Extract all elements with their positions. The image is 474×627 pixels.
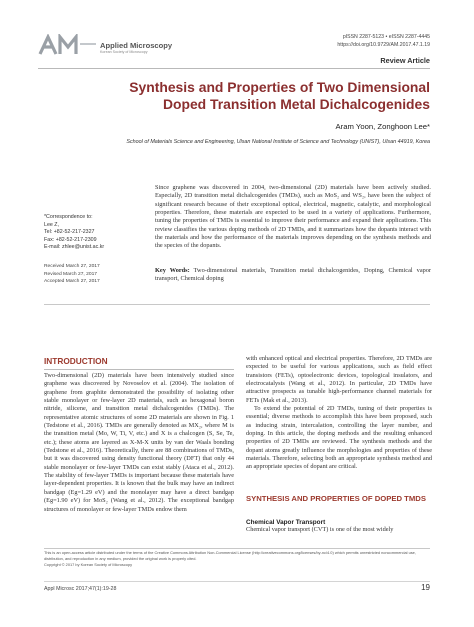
issn: pISSN 2287-5123 • eISSN 2287-4445	[342, 34, 430, 40]
keywords-label: Key Words:	[155, 267, 190, 274]
correspondence-label: *Correspondence to:	[44, 214, 93, 220]
date-accepted: Accepted March 27, 2017	[44, 279, 100, 285]
keywords-list: Two-dimensional materials, Transition metal dichalcogenides, Doping, Chemical vapor transport, Chemical doping	[155, 267, 432, 283]
journal-name: Applied Microscopy	[100, 41, 173, 50]
correspondence-tel: Tel: +82-52-217-2327	[44, 229, 95, 236]
affiliation: School of Materials Science and Engineering, Ulsan National Institute of Science and Technology (UNIST), Ulsan 44919, Korea	[126, 139, 430, 145]
correspondence-fax: Fax: +82-52-217-2309	[44, 236, 97, 243]
abstract-divider	[44, 304, 430, 305]
keywords	[155, 267, 431, 284]
article-dates	[44, 263, 144, 286]
header-divider	[38, 68, 430, 69]
introduction-heading: INTRODUCTION	[44, 356, 234, 370]
correspondence-name: Lee Z,	[44, 221, 60, 228]
right-column	[246, 355, 432, 472]
footer-divider	[44, 548, 430, 549]
paragraph-1: with enhanced optical and electrical properties. Therefore, 2D TMDs are expected to be useful for various applications, such as field effect transistors (FETs), optoelectronic devices, topological insulators, and electrocatalysts (Wang et al., 2012). In particular, 2D TMDs have attractive prospects as tunable high-performance channel materials for FETs (Mak et al., 2013).	[246, 355, 432, 404]
title-line-1: Synthesis and Properties of Two Dimensional	[129, 79, 430, 95]
authors: Aram Yoon, Zonghoon Lee*	[335, 122, 430, 131]
article-title	[70, 79, 430, 113]
footer-bottom-divider	[44, 581, 430, 582]
journal-subtitle: Korean Society of Microscopy	[100, 50, 148, 54]
license-text: This is an open-access article distributed under the terms of the Creative Commons Attribution Non-Commercial License (http://creativecommons.org/licenses/by-nc/4.0) which permits unrestricted noncommercial use, distribution, and reproduction in any medium, provided the original work is properly cited.	[44, 550, 416, 562]
doi-link[interactable]: https://doi.org/10.9729/AM.2017.47.1.19	[337, 42, 430, 48]
cvt-subheading: Chemical Vapor Transport	[246, 519, 326, 526]
running-footer: Appl Microsc 2017;47(1):19-28	[44, 586, 117, 592]
correspondence-email[interactable]: E-mail: zhlee@unist.ac.kr	[44, 244, 105, 251]
introduction-text: Two-dimensional (2D) materials have been intensively studied since graphene was discovered by Novoselov et al. (2004). The isolation of graphene from graphite demonstrated the possibility of isolating other stable monolayer or few-layer 2D materials, such as hexagonal boron nitride, silicene, and transition metal dichalcogenides (TMDs). The representative atomic structures of some 2D materials are shown in Fig. 1 (Tedstone et al., 2016). TMDs are generally denoted as MX₂, where M is the transition metal (Mo, W, Ti, V, etc.) and X is a chalcogen (S, Se, Te, etc.); these atoms are layered as X-M-X units by van der Waals bonding (Tedstone et al., 2016). Theoretically, there are 88 combinations of TMDs, but it was discovered using density functional theory (DFT) that only 44 stable monolayer or few-layer TMDs can exist stably (Ataca et al., 2012). The stability of few-layer TMDs is important because these materials have layer-dependent properties. It is known that the bulk may have an indirect bandgap (Eg=1.29 eV) and the monolayer may have a direct bandgap (Eg=1.90 eV) for MoS₂ (Wang et al., 2012). The exceptional bandgap structures of monolayer or few-layer TMDs endow them	[44, 372, 234, 513]
synthesis-heading: SYNTHESIS AND PROPERTIES OF DOPED TMDS	[246, 494, 426, 503]
license-notice	[44, 550, 430, 568]
paragraph-2: To extend the potential of 2D TMDs, tuning of their properties is essential; diverse methods to accomplish this have been proposed, such as inducing strain, intercalation, controlling the layer number, and doping. In this article, the doping methods and the resulting enhanced properties of 2D TMDs are reviewed. The synthesis methods and the dopant atoms greatly influence the morphologies and properties of these materials. Therefore, selecting both an appropriate synthesis method and an appropriate species of dopant are critical.	[246, 405, 432, 471]
correspondence-block	[44, 214, 144, 252]
copyright: Copyright © 2017 by Korean Society of Microscopy	[44, 562, 133, 568]
title-line-2: Doped Transition Metal Dichalcogenides	[162, 96, 430, 112]
date-received: Received March 27, 2017	[44, 264, 100, 269]
journal-logo	[38, 34, 98, 56]
page-number: 19	[421, 583, 430, 592]
cvt-paragraph: Chemical vapor transport (CVT) is one of the most widely	[246, 526, 394, 533]
abstract: Since graphene was discovered in 2004, two-dimensional (2D) materials have been actively studied. Especially, 2D transition metal dichalcogenides (TMDs), such as MoS₂ and WS₂, have been the subject of significant research because of their exceptional optical, electrical, magnetic, catalytic, and morphological properties. Therefore, these materials are expected to be used in a variety of applications. Furthermore, tuning the properties of TMDs is essential to improve their performance and expand their applications. This review classifies the various doping methods of 2D TMDs, and it summarizes how the dopants interact with the materials and how the performance of the materials improves depending on the synthesis methods and the species of the dopants.	[155, 184, 431, 250]
article-type: Review Article	[380, 56, 430, 65]
date-revised: Revised March 27, 2017	[44, 271, 98, 277]
